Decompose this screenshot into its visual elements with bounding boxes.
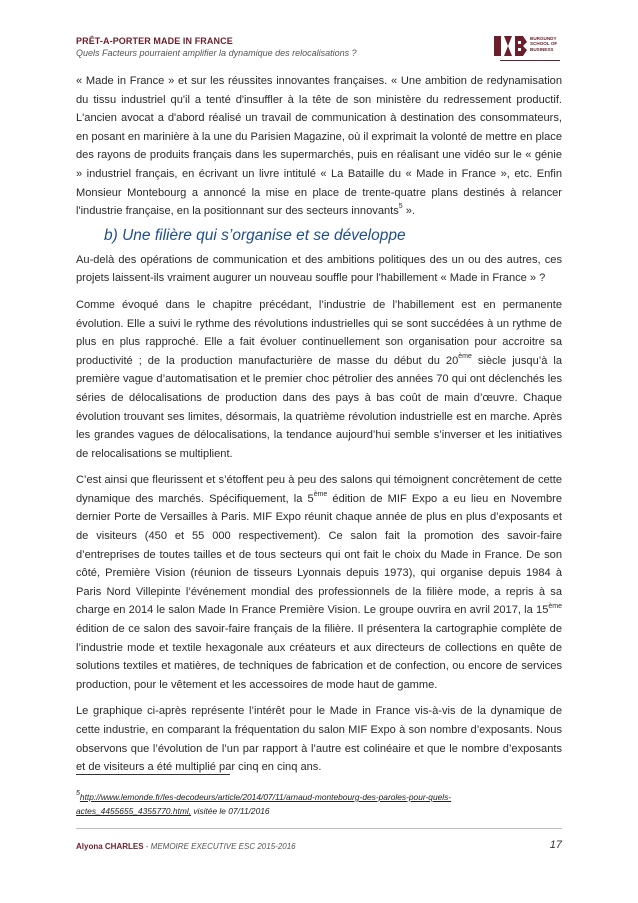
paragraph-montebourg: « Made in France » et sur les réussites innovantes françaises. « Une ambition de redynamisation du tissu industriel qu'il a tenté d'insuffler à la tête de son ministère du redressement productif. L'ancien avocat a d'abord réalisé un travail de communication à destination des consommateurs, en posant en marinière à la une du Parisien Magazine, où il exprimait la volonté de mettre en place des rayons de produits français dans les supermarchés, puis en réalisant une vidéo sur le « génie » industriel français, en écrivant un livre intitulé « La Bataille du « Made in France », etc. Enfin Monsieur Montebourg a annoncé la mise en place de trente-quatre plans destinés à relancer l'industrie française, en la positionnant sur des secteurs innovants$^5$ ». — [76, 75, 562, 218]
footnote — [76, 790, 562, 818]
footnote-ref-5[interactable]: 5 — [398, 203, 403, 211]
paragraph-graph-intro: Le graphique ci-après représente l’intérêt pour le Made in France vis-à-vis de la dynamique de cette industrie, en comparant la fréquentation du salon MIF Expo à son nombre d’exposants. Nous observons que l’évolution de l’un par rapport à l’autre est colinéaire et que le nombre d’exposants et de visiteurs a été multiplié par cinq en cinq ans. — [76, 705, 562, 774]
page-footer — [76, 839, 562, 851]
footnote-visited: visitée le 07/11/2016 — [191, 806, 270, 816]
paragraph-trade-shows: C’est ainsi que fleurissent et s’étoffent peu à peu des salons qui témoignent concrètement de cette dynamique des marchés. Spécifiquement, la 5ème édition de MIF Expo a eu lieu en Novembre dernier Porte de Versailles à Paris. MIF Expo réunit chaque année de plus en plus d’exposants et de visiteurs (450 et 55 000 respectivement). Ce salon fait la promotion des savoir-faire d’entreprises de toutes tailles et de tous secteurs qui ont fait le choix du Made in France. De son côté, Première Vision (réunion de tisseurs Lyonnais depuis 1973), qui organise depuis 1984 à Paris Nord Villepinte l’événement mondial des professionnels de la filière mode, a repris à sa charge en 2014 le salon Made In France Première Vision. Le groupe ouvrira en avril 2017, la 15ème édition de ce salon des savoir-faire français de la filière. Il présentera la cartographie complète de l’industrie mode et textile hexagonale aux créateurs et aux directeurs de collections en quête de solutions textiles et matières, de techniques de fabrication et de confection, ou encore de services production, pour le vêtement et les accessoires de mode haut de gamme. — [76, 474, 563, 691]
footnote-link[interactable]: http://www.lemonde.fr/les-decodeurs/article/2014/07/11/arnaud-montebourg-des-paroles-pour-quels-actes_4455655_4355770.html, — [76, 792, 452, 816]
document-title: PRÊT-A-PORTER MADE IN FRANCE — [76, 36, 233, 46]
page-header — [76, 36, 566, 58]
footer-author: Alyona CHARLES — [76, 842, 144, 851]
school-logo — [494, 34, 566, 68]
paragraph-intro-question: Au-delà des opérations de communication et des ambitions politiques des un ou des autres, ces projets laissent-ils vraiment augurer un nouveau souffle pour l'habillement « Made in France » ? — [76, 253, 562, 285]
main-content — [76, 72, 562, 777]
logo-wordmark: BURGUNDY SCHOOL OF BUSINESS — [530, 36, 558, 52]
paragraph-industry-evolution: Comme évoqué dans le chapitre précédant, l’industrie de l’habillement est en permanente évolution. Elle a suivi le rythme des révolutions industrielles qui se sont succédées à un rythme de plus en plus rapproché. Elle a fait évoluer continuellement son organisation pour accroitre sa productivité ; de la production manufacturière de masse du début du 20ème siècle jusqu’à la première vague d’automatisation et le premier choc pétrolier des années 70 qui ont déclenchés les séries de délocalisations de production dans des pays à bas coût de main d’œuvre. Chaque évolution trouvant ses limites, désormais, la quatrième révolution industrielle est en marche. Après les grandes vagues de délocalisations, la tendance aujourd’hui semble s’inverser et les initiatives de relocalisations se multiplient. — [76, 298, 562, 460]
footnote-divider — [76, 774, 230, 775]
footer-separator: - — [143, 842, 151, 851]
logo-tagline-line — [500, 60, 560, 61]
section-heading: b) Une filière qui s’organise et se développe — [104, 226, 406, 244]
footnote-number: 5 — [76, 790, 80, 798]
footer-divider — [76, 828, 562, 829]
logo-mark-icon — [494, 34, 530, 58]
document-subtitle: Quels Facteurs pourraient amplifier la dynamique des relocalisations ? — [76, 48, 357, 58]
footer-memoire: MEMOIRE EXECUTIVE ESC 2015-2016 — [150, 842, 296, 851]
page-number: 17 — [549, 839, 562, 851]
